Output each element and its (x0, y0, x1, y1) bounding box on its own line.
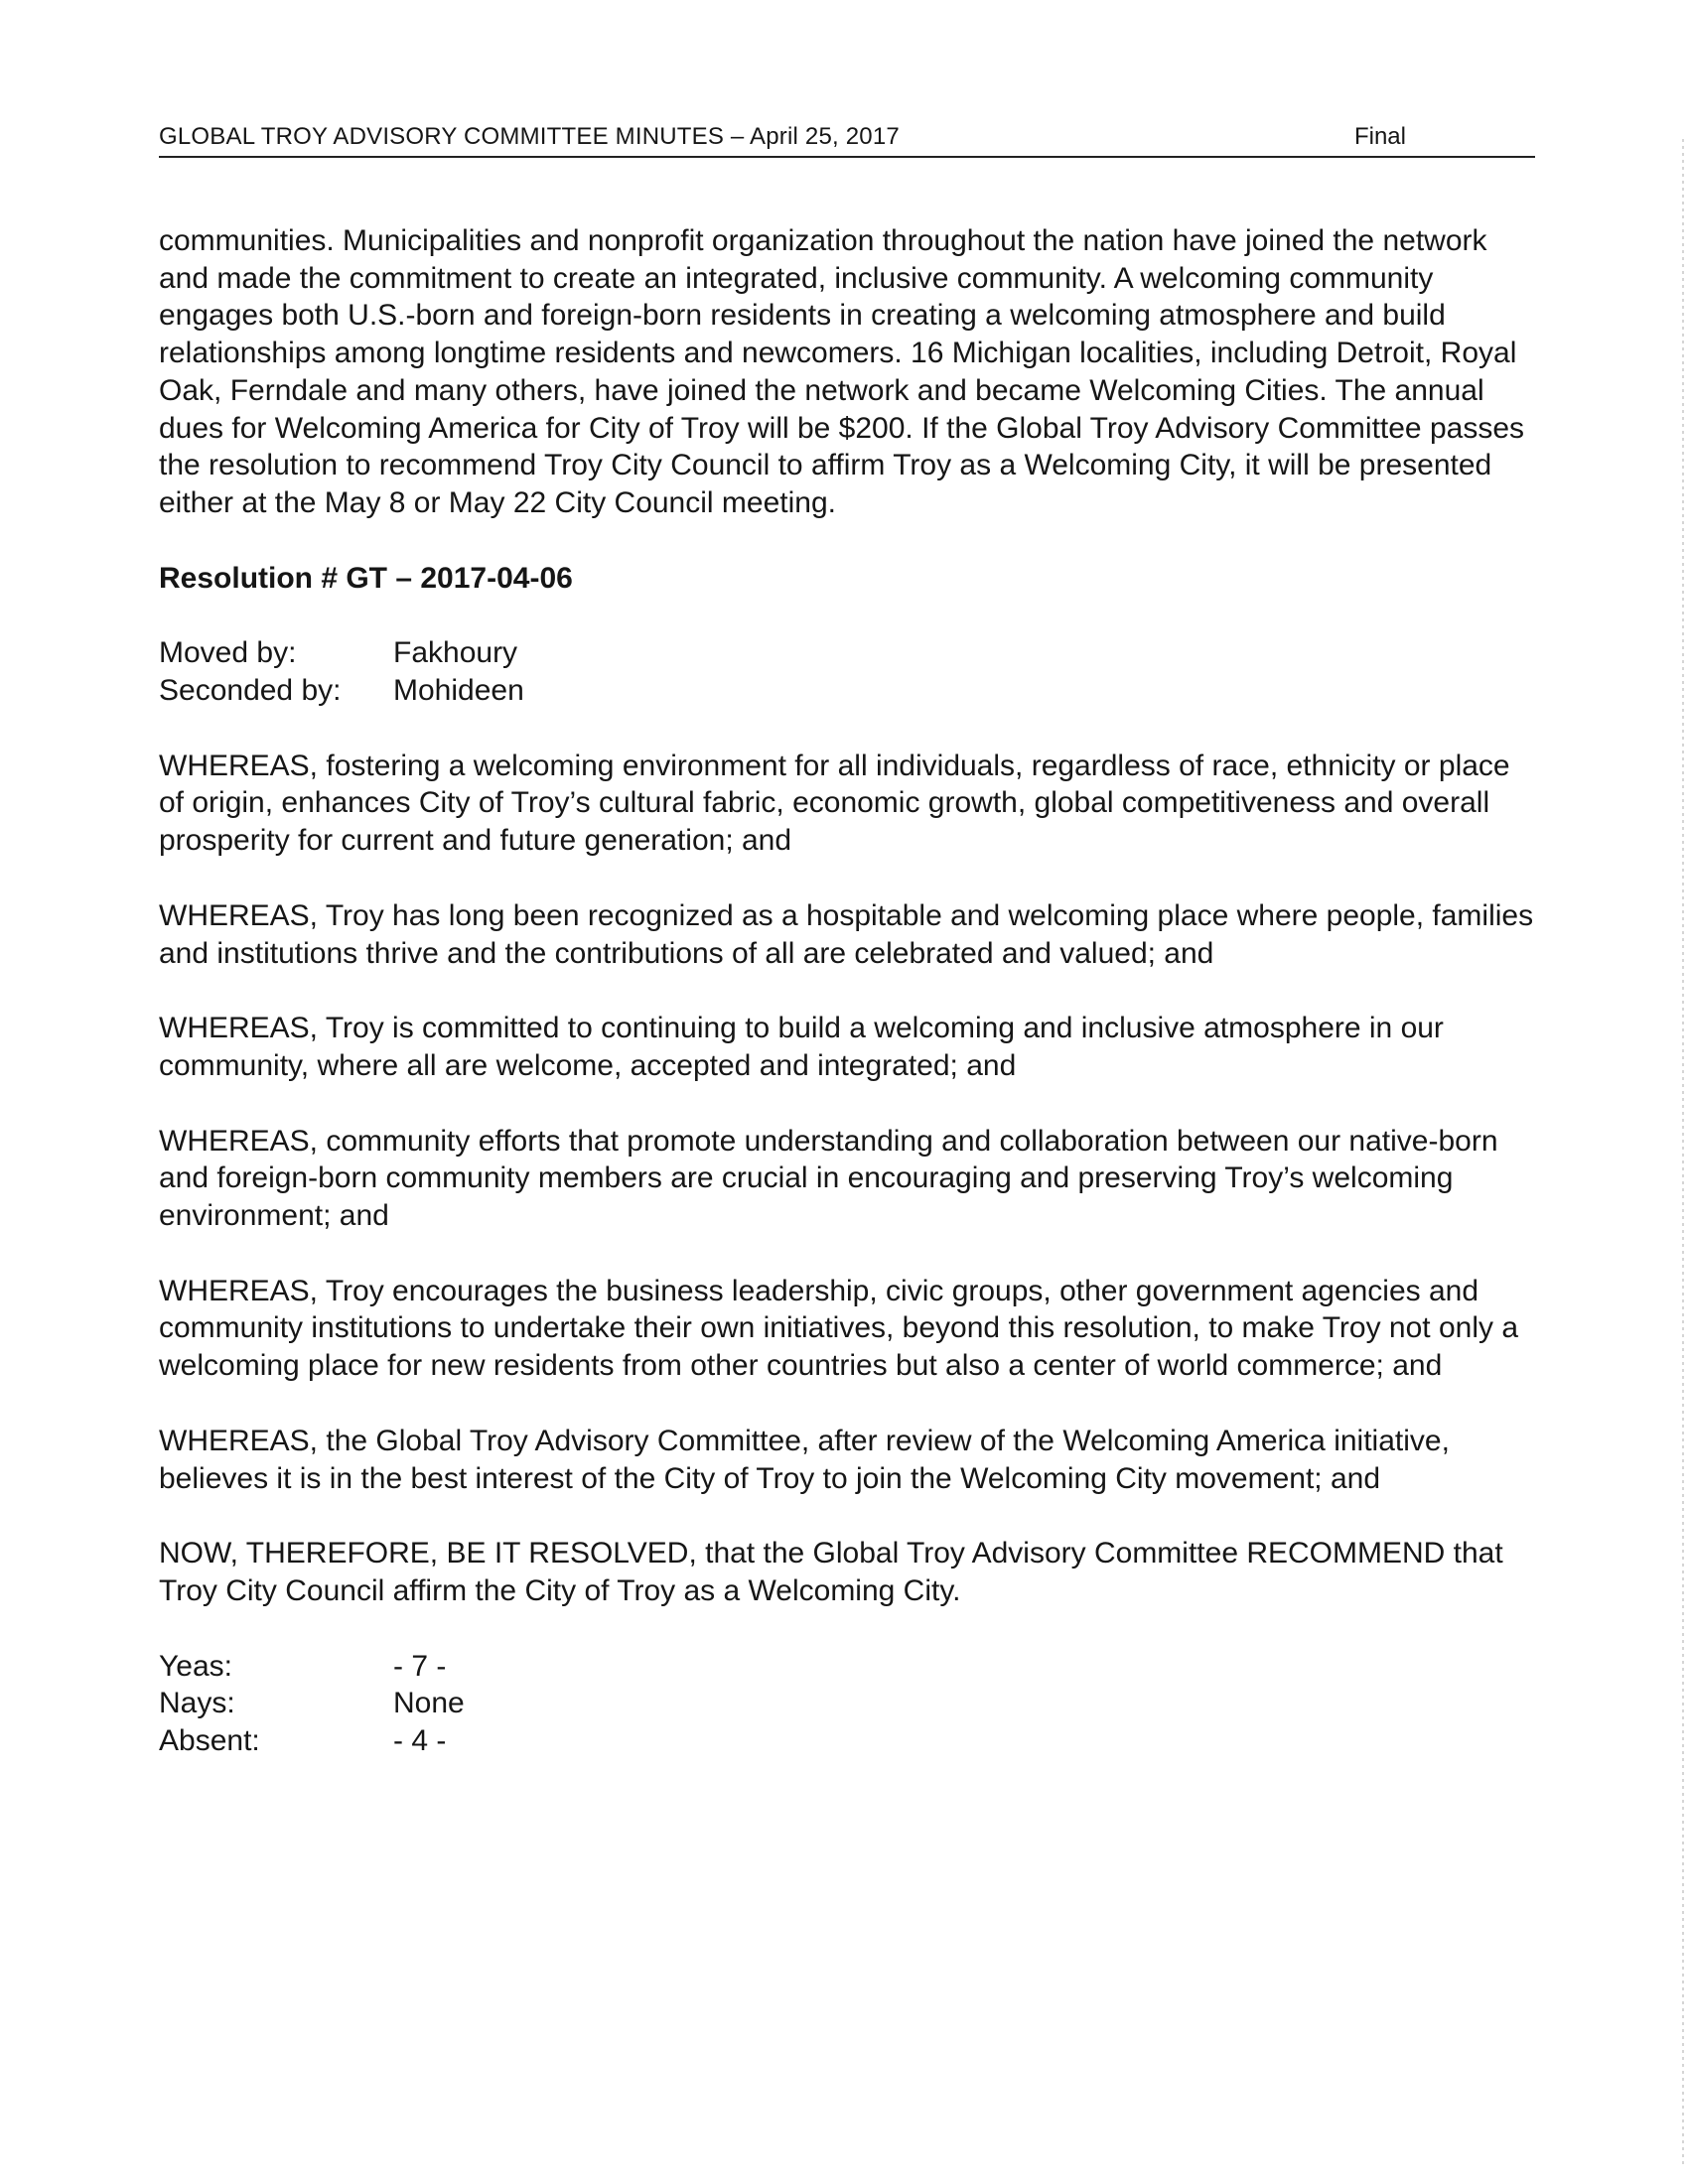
seconded-by-value: Mohideen (393, 674, 524, 708)
header-status: Final (1353, 123, 1406, 150)
header-title: GLOBAL TROY ADVISORY COMMITTEE MINUTES – April 25, 2017 (159, 123, 900, 150)
nays-row (159, 1685, 1539, 1722)
seconded-by-label: Seconded by: (159, 674, 342, 708)
nays-label: Nays: (159, 1687, 235, 1720)
absent-label: Absent: (159, 1724, 260, 1758)
yeas-value: - 7 - (393, 1649, 447, 1683)
absent-row (159, 1722, 1539, 1760)
whereas-clause-4: WHEREAS, community efforts that promote understanding and collaboration between our native-born and foreign-born community members are crucial in encouraging and preserving Troy’s welcoming environment; and (159, 1124, 1498, 1233)
moved-by-row (159, 634, 1539, 672)
scan-edge-line (1682, 139, 1684, 2164)
whereas-clause-6: WHEREAS, the Global Troy Advisory Committee, after review of the Welcoming America initiative, believes it is in the best interest of the City of Troy to join the Welcoming City movement; and (159, 1424, 1450, 1495)
yeas-label: Yeas: (159, 1649, 232, 1683)
seconded-by-row (159, 672, 1539, 710)
moved-by-label: Moved by: (159, 636, 297, 670)
moved-by-value: Fakhoury (393, 636, 518, 670)
vote-tally (159, 1648, 1539, 1760)
page-header (159, 122, 1535, 158)
yeas-row (159, 1648, 1539, 1686)
resolution-title: Resolution # GT – 2017-04-06 (159, 561, 573, 595)
whereas-clause-5: WHEREAS, Troy encourages the business leadership, civic groups, other government agencies and community institutions to undertake their own initiatives, beyond this resolution, to make Troy not only a welcoming place for new residents from other countries but also a center of world commerce; and (159, 1274, 1519, 1383)
motion-block (159, 634, 1539, 709)
whereas-clause-3: WHEREAS, Troy is committed to continuing to build a welcoming and inclusive atmosphere in our community, where all are welcome, accepted and integrated; and (159, 1012, 1444, 1082)
nays-value: None (393, 1687, 465, 1720)
minutes-body (159, 222, 1539, 1760)
absent-value: - 4 - (393, 1724, 447, 1758)
whereas-clause-1: WHEREAS, fostering a welcoming environment for all individuals, regardless of race, ethnicity or place of origin, enhances City of Troy’s cultural fabric, economic growth, global competitiveness and overall prosperity for current and future generation; and (159, 749, 1510, 858)
intro-paragraph: communities. Municipalities and nonprofit organization throughout the nation have joined the network and made the commitment to create an integrated, inclusive community. A welcoming community engages both U.S.-born and foreign-born residents in creating a welcoming atmosphere and build relationships among longtime residents and newcomers. 16 Michigan localities, including Detroit, Royal Oak, Ferndale and many others, have joined the network and became Welcoming Cities. The annual dues for Welcoming America for City of Troy will be $200. If the Global Troy Advisory Committee passes the resolution to recommend Troy City Council to affirm Troy as a Welcoming City, it will be presented either at the May 8 or May 22 City Council meeting. (159, 224, 1525, 519)
whereas-clause-2: WHEREAS, Troy has long been recognized as a hospitable and welcoming place where people, families and institutions thrive and the contributions of all are celebrated and valued; and (159, 898, 1534, 970)
resolved-clause: NOW, THEREFORE, BE IT RESOLVED, that the Global Troy Advisory Committee RECOMMEND that Troy City Council affirm the City of Troy as a Welcoming City. (159, 1537, 1503, 1607)
